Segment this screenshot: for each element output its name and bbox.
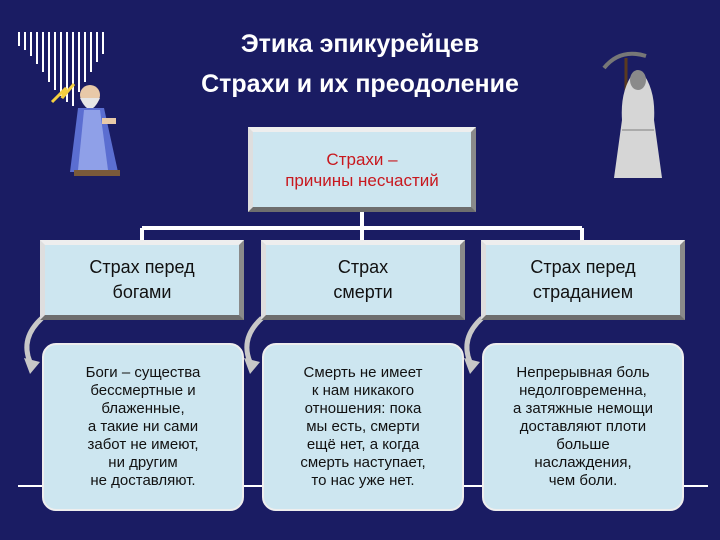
category-node-suffering <box>481 240 685 320</box>
description-text: Смерть не имеет к нам никакого отношения: пока мы есть, смерти ещё нет, а когда смерть наступает, то нас уже нет. <box>300 364 426 489</box>
category-label: Страх смерти <box>266 245 460 315</box>
root-node-label: Страхи – причины несчастий <box>253 132 471 207</box>
description-box-gods <box>42 343 244 511</box>
category-node-death <box>261 240 465 320</box>
description-text: Непрерывная боль недолговременна, а затяжные немощи доставляют плоти больше наслаждения, чем боли. <box>512 364 653 489</box>
category-label: Страх перед страданием <box>486 245 680 315</box>
tree-connectors <box>142 210 582 244</box>
description-text: Боги – существа бессмертные и блаженные, а такие ни сами забот не имеют, ни другим не доставляют. <box>85 364 201 489</box>
slide-title: Этика эпикурейцев <box>240 30 480 58</box>
slide-subtitle: Страхи и их преодоление <box>201 70 519 98</box>
root-node <box>248 127 476 212</box>
description-box-death <box>262 343 464 511</box>
category-label: Страх перед богами <box>45 245 239 315</box>
description-box-suffering <box>482 343 684 511</box>
category-node-gods <box>40 240 244 320</box>
